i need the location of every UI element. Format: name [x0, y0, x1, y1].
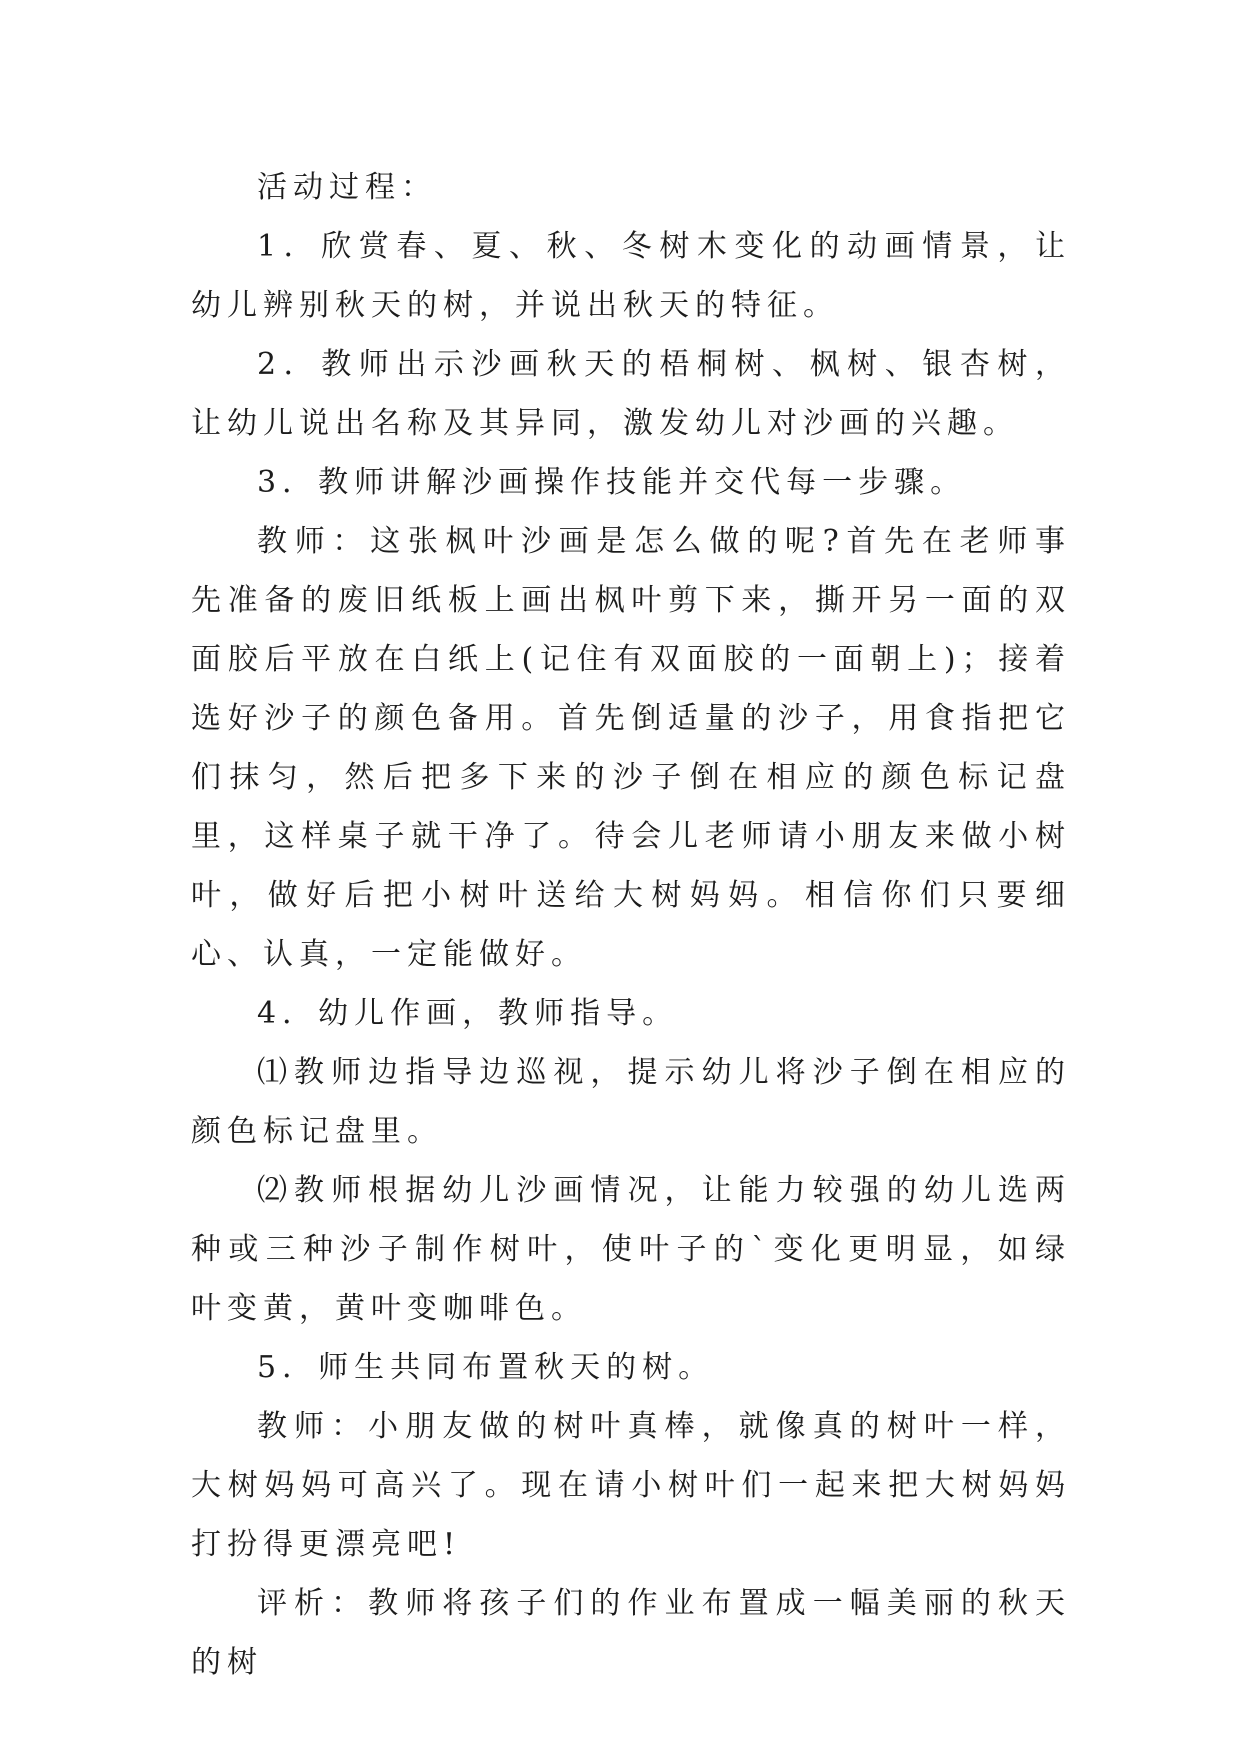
step-3-paragraph: 3．教师讲解沙画操作技能并交代每一步骤。 — [257, 465, 967, 500]
step-4-paragraph: 4．幼儿作画，教师指导。 — [257, 996, 679, 1031]
heading-activity-process: 活动过程： — [257, 170, 437, 205]
step-5-paragraph: 5．师生共同布置秋天的树。 — [257, 1350, 715, 1385]
substep-2-paragraph: ⑵教师根据幼儿沙画情况，让能力较强的幼儿选两种或三种沙子制作树叶，使叶子的`变化更明显，如绿叶变黄，黄叶变咖啡色。 — [191, 1173, 1071, 1326]
analysis-paragraph: 评析：教师将孩子们的作业布置成一幅美丽的秋天的树 — [191, 1586, 1071, 1680]
document-body — [191, 158, 1071, 1692]
teacher-instructions-paragraph: 教师：这张枫叶沙画是怎么做的呢?首先在老师事先准备的废旧纸板上画出枫叶剪下来，撕开另一面的双面胶后平放在白纸上(记住有双面胶的一面朝上)；接着选好沙子的颜色备用。首先倒适量的沙子，用食指把它们抹匀，然后把多下来的沙子倒在相应的颜色标记盘里，这样桌子就干净了。待会儿老师请小朋友来做小树叶，做好后把小树叶送给大树妈妈。相信你们只要细心、认真，一定能做好。 — [191, 524, 1071, 972]
substep-1-paragraph: ⑴教师边指导边巡视，提示幼儿将沙子倒在相应的颜色标记盘里。 — [191, 1055, 1071, 1149]
teacher-praise-paragraph: 教师：小朋友做的树叶真棒，就像真的树叶一样，大树妈妈可高兴了。现在请小树叶们一起来把大树妈妈打扮得更漂亮吧! — [191, 1409, 1071, 1562]
step-2-paragraph: 2．教师出示沙画秋天的梧桐树、枫树、银杏树，让幼儿说出名称及其异同，激发幼儿对沙画的兴趣。 — [191, 347, 1071, 441]
step-1-paragraph: 1．欣赏春、夏、秋、冬树木变化的动画情景，让幼儿辨别秋天的树，并说出秋天的特征。 — [191, 229, 1071, 323]
